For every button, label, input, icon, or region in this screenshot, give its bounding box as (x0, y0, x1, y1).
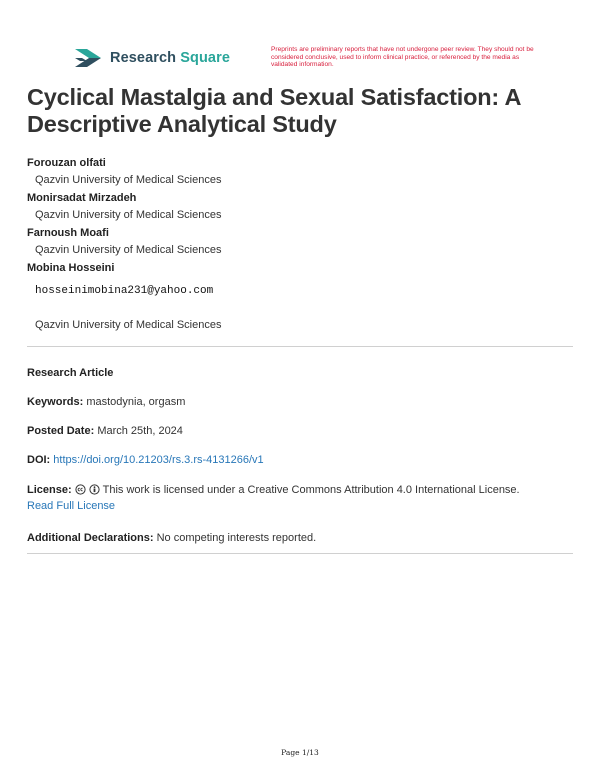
declarations-label: Additional Declarations: (27, 532, 154, 544)
author-affiliation: Qazvin University of Medical Sciences (35, 174, 222, 186)
author-name: Mobina Hosseini (27, 262, 115, 274)
article-type-value: Research Article (27, 367, 114, 379)
creative-commons-icon (75, 484, 86, 495)
author-name: Monirsadat Mirzadeh (27, 192, 137, 204)
page-number: Page 1/13 (281, 748, 319, 757)
logo-text (110, 50, 230, 66)
research-square-logo-icon (73, 46, 103, 70)
declarations-row (27, 530, 577, 546)
license-text: This work is licensed under a Creative Commons Attribution 4.0 International License. (102, 484, 520, 496)
paper-title: Cyclical Mastalgia and Sexual Satisfaction: A Descriptive Analytical Study (27, 84, 521, 137)
read-full-license-link[interactable]: Read Full License (27, 500, 116, 512)
author-email[interactable]: hosseinimobina231@yahoo.com (35, 285, 214, 297)
author-affiliation: Qazvin University of Medical Sciences (35, 244, 222, 256)
preprint-disclaimer: Preprints are preliminary reports that have not undergone peer review. They should not be considered conclusive, used to inform clinical practice, or referenced by the media as validated information. (271, 46, 534, 69)
posted-date-value: March 25th, 2024 (97, 425, 183, 437)
doi-link[interactable]: https://doi.org/10.21203/rs.3.rs-4131266/v1 (53, 454, 264, 466)
posted-date-label: Posted Date: (27, 425, 95, 437)
author-name: Farnoush Moafi (27, 227, 109, 239)
author-name: Forouzan olfati (27, 157, 106, 169)
divider (27, 553, 573, 554)
logo-word-square: Square (180, 50, 230, 66)
license-row (27, 482, 577, 514)
posted-date-row (27, 423, 577, 439)
doi-row (27, 452, 577, 468)
author-list (27, 155, 577, 335)
license-label: License: (27, 484, 72, 496)
divider (27, 346, 573, 347)
author-affiliation: Qazvin University of Medical Sciences (35, 319, 222, 331)
doi-label: DOI: (27, 454, 51, 466)
logo-word-research: Research (110, 50, 177, 66)
research-square-logo[interactable] (73, 46, 230, 70)
author-affiliation: Qazvin University of Medical Sciences (35, 209, 222, 221)
keywords-label: Keywords: (27, 396, 84, 408)
keywords-value: mastodynia, orgasm (86, 396, 186, 408)
author-item (27, 260, 577, 334)
keywords-row (27, 394, 577, 410)
article-type (27, 365, 577, 381)
declarations-value: No competing interests reported. (156, 532, 317, 544)
author-item (27, 155, 577, 189)
author-item (27, 225, 577, 259)
attribution-icon (89, 484, 100, 495)
author-item (27, 190, 577, 224)
